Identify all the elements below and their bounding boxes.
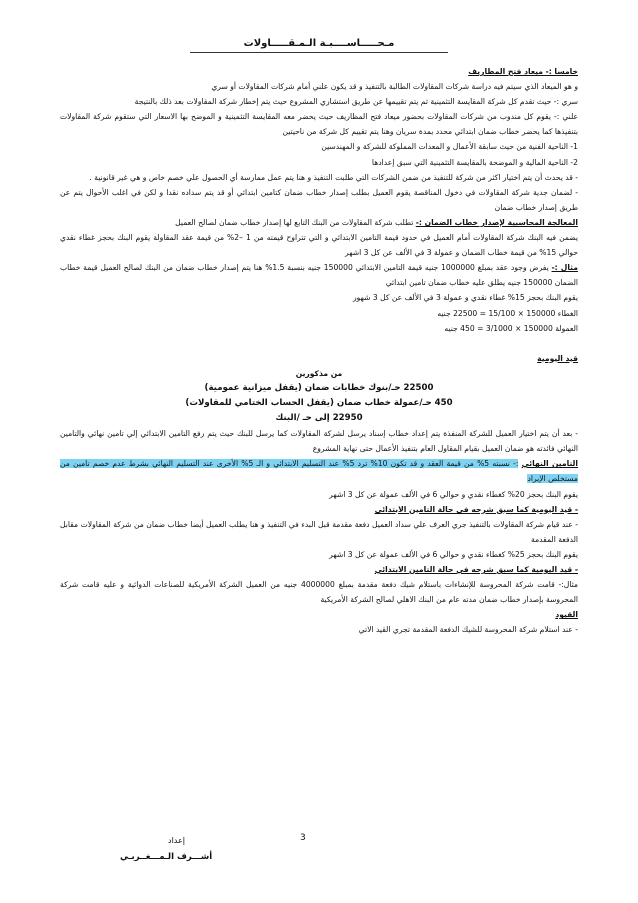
example-label: مثال :- (551, 263, 578, 273)
paragraph: يقوم البنك بحجز 25% كغطاء نقدي و حوالي 6 في الألف عمولة عن كل 3 اشهر (329, 549, 578, 559)
example-paragraph (60, 260, 578, 290)
paragraph: يقوم البنك بحجز 15% غطاء نقدي و عمولة 3 في الألف عن كل 3 شهور (352, 293, 578, 303)
paragraph: - بعد أن يتم اختيار العميل للشركة المنفذة يتم إعداد خطاب إسناد يرسل لشركة المقاولات كما يرسل للبنك حيث يتم رفع التامين الابتدائي إلي تامين نهائي والتامين النهائي فائدته هو ضمان العميل بقيام المقاول العام بتنفيذ الأعمال حتى نهاية المشروع (60, 429, 578, 454)
calculation-line: العمولة 150000 × 3/1000 = 450 جنيه (444, 323, 578, 333)
document-body (60, 64, 578, 637)
page-number: 3 (300, 833, 306, 843)
final-guarantee-paragraph (60, 456, 578, 486)
author-name: أشـــرف الـمـــغــربـي (120, 852, 213, 862)
paragraph: - قد يحدث أن يتم اختيار اكثر من شركة للتنفيذ من ضمن الشركات التي طلبت التنفيذ و هنا يتم عمل ممارسة أي الحصول علي خصم خاص و هي غير قانونية . (89, 172, 578, 182)
paragraph: - عند استلام شركة المحروسة للشيك الدفعة المقدمة تجري القيد الاتي (358, 625, 578, 635)
section-title-entries: القيود (555, 610, 578, 620)
section-title-envelope-opening: خامسا :- ميعاد فتح المظاريف (468, 67, 578, 76)
paragraph: - لضمان جدية شركة المقاولات في دخول المناقصة يقوم العميل بطلب إصدار خطاب ضمان كتامين ابتدائي أو قد يتم سداده نقدا و لكن في اغلب الأحوال يتم عن طريق إصدار خطاب ضمان (60, 187, 578, 212)
paragraph: سري :- حيث تقدم كل شركة المقايسة التثمينية ثم يتم تقييمها عن طريق استشاري المشروع حيث يتم إخطار شركة المقاولات بعد ذلك بالنتيجة (134, 97, 578, 107)
paragraph: و هو الميعاد الذي سيتم فيه دراسة شركات المقاولات الطالبة بالتنفيذ و قد يكون علني أمام شركات المقاولات أو سري (211, 82, 578, 92)
prepared-by-label: إعداد (168, 836, 185, 845)
paragraph: يضمن فيه البنك شركة المقاولات أمام العميل في حدود قيمة التامين الابتدائي و التي تتراوح قيمته من 1 –2% من قيمة عقد المقاولة يقوم البنك بحجز غطاء نقدي حوالي 15% من قيمة خطاب الضمان و عمولة 3 في الألف عن كل 3 اشهر (60, 233, 578, 258)
section-title-rest: تطلب شركة المقاولات من البنك التابع لها إصدار خطاب ضمان لصالح العميل (175, 217, 414, 227)
journal-entry-from: من مذكورين (295, 368, 343, 378)
journal-entry-line: 22950 إلى حـ /البنك (275, 413, 363, 424)
page-header-title: مـحـــــاســــبـة الـمـقـــــاولات (243, 38, 395, 49)
list-item: 2- الناحية المالية و الموضحة بالمقايسة التثمينية التي سبق إعدادها (371, 157, 578, 167)
section-heading-line (60, 215, 578, 230)
example-text: يفرض وجود عقد بمبلغ 1000000 جنيه قيمة التامين الابتدائي 150000 جنيه بنسبة 1.5% هنا يتم إصدار خطاب ضمان من البنك لصالح العميل قيمة خطاب الضمان 150000 جنيه يطلق عليه خطاب ضمان تامين ابتدائي (60, 263, 578, 288)
paragraph: - عند قيام شركة المقاولات بالتنفيذ جري العرف علي سداد العميل دفعة مقدمة قبل البدء في التنفيذ و هنا يطلب العميل أيضا خطاب ضمان من شركة المقاولات مقابل الدفعة المقدمة (60, 519, 578, 544)
calculation-line: الغطاء 150000 × 15/100 = 22500 جنيه (437, 308, 578, 318)
final-guarantee-label: التامين النهائي (521, 459, 579, 469)
paragraph: علني :- يقوم كل مندوب من شركات المقاولات بحضور ميعاد فتح المظاريف حيث يحضر معه المقايسة التثمينية و الموضح بها الاسعار التي ستقوم شركة المقاولات بتنفيذها كما يحضر خطاب ضمان ابتدائي محدد بمدة سريان وهنا يتم تقييم كل شركة من ناحيتين (60, 112, 578, 137)
section-title-accounting-treatment: المعالجة المحاسبية لإصدار خطاب الضمان :- (415, 217, 578, 227)
paragraph: مثال:- قامت شركة المحروسة للإنشاءات باستلام شيك دفعة مقدمة بمبلغ 4000000 جنيه من العميل الشركة الأمريكية للصناعات الدوائية و عليه قامت شركة المحروسة بإصدار خطاب ضمان مدته عام من البنك الاهلي لصالح الشركة الأمريكية (60, 580, 578, 605)
list-item: 1- الناحية الفنية من حيث سابقة الأعمال و المعدات المملوكة للشركة و المهندسين (321, 142, 578, 152)
final-guarantee-text: :- نسبته 5% من قيمة العقد و قد تكون 10% ترد 5% عند التسليم الابتدائي و الـ 5% الأخرى عند التسليم النهائي بشرط عدم خصم تامين من مستخلص الإيراد (60, 459, 578, 484)
journal-entry-line: 22500 حـ/بنوك خطابات ضمان (يقفل ميزانية عمومية) (204, 382, 434, 393)
subheading: - قيد اليومية كما سبق شرحه في حالة التامين الابتدائي (374, 504, 578, 514)
journal-entry-line: 450 حـ/عمولة خطاب ضمان (يقفل الحساب الختامي للمقاولات) (185, 397, 453, 408)
section-title-journal-entry: قيد اليومية (537, 353, 578, 363)
paragraph: يقوم البنك بحجز 20% كغطاء نقدي و حوالي 6 في الألف عمولة عن كل 3 اشهر (329, 489, 578, 499)
subheading: - قيد اليومية كما سبق شرحه في حالة التامين الابتدائي (374, 565, 578, 574)
header-divider (190, 52, 448, 53)
